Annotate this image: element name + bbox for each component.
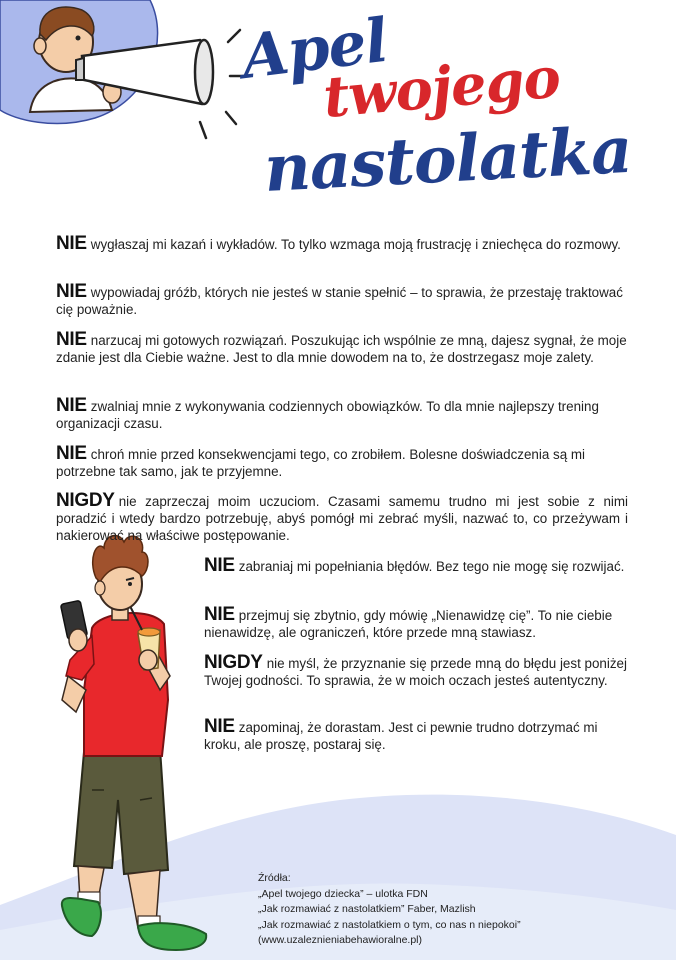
item-text: wypowiadaj gróźb, których nie jesteś w stanie spełnić – to sprawia, że przestaję traktować cię poważnie. — [56, 285, 623, 317]
item-keyword: NIE — [56, 281, 87, 302]
item-text: chroń mnie przed konsekwencjami tego, co zrobiłem. Bolesne doświadczenia są mi potrzebne tak samo, jak te przyjemne. — [56, 447, 585, 479]
sources-heading: Źródła: — [258, 872, 291, 884]
item-text: przejmuj się zbytnio, gdy mówię „Nienawidzę cię”. To nie ciebie nienawidzę, ale ograniczeń, które przede mną stawiasz. — [204, 608, 613, 640]
source-line: „Jak rozmawiać z nastolatkiem” Faber, Mazlish — [258, 903, 476, 915]
item-keyword: NIE — [204, 555, 235, 576]
item-text: wygłaszaj mi kazań i wykładów. To tylko wzmaga moją frustrację i zniechęca do rozmowy. — [90, 237, 621, 252]
item-text: zwalniaj mnie z wykonywania codziennych obowiązków. To dla mnie najlepszy trening organizacji czasu. — [56, 399, 599, 431]
item-keyword: NIGDY — [204, 652, 263, 673]
item-keyword: NIE — [56, 233, 87, 254]
source-line: „Jak rozmawiać z nastolatkiem o tym, co nas n niepokoi” — [258, 918, 521, 931]
title-line-2: twojego — [320, 44, 563, 131]
source-line: „Apel twojego dziecka” – ulotka FDN — [258, 887, 428, 900]
item-keyword: NIE — [56, 329, 87, 350]
title-line-3: nastolatka — [262, 112, 634, 207]
item-text: nie zaprzeczaj moim uczuciom. Czasami samemu trudno mi jest sobie z nimi poradzić i wtedy bardzo potrzebuję, abyś pomógł mi zebrać myśli, nazwać to, co przeżywam i nakierować na właściwe postępowanie. — [56, 494, 628, 543]
item-text: nie myśl, że przyznanie się przede mną do błędu jest poniżej Twojej godności. To sprawia, że w moich oczach jesteś autentyczny. — [204, 656, 627, 688]
list-item — [56, 397, 628, 432]
item-keyword: NIE — [204, 716, 235, 737]
list-item — [204, 654, 628, 689]
item-keyword: NIE — [204, 604, 235, 625]
list-item — [56, 331, 628, 366]
item-text: zabraniaj mi popełniania błędów. Bez tego nie mogę się rozwijać. — [238, 559, 625, 574]
title-line-1: Apel — [238, 5, 392, 93]
list-item — [204, 606, 628, 641]
megaphone-man-illustration — [0, 0, 246, 138]
source-line: (www.uzaleznieniabehawioralne.pl) — [258, 934, 423, 946]
item-keyword: NIE — [56, 443, 87, 464]
list-item — [204, 718, 628, 753]
list-item — [204, 557, 628, 575]
item-text: zapominaj, że dorastam. Jest ci pewnie trudno dotrzymać mi kroku, ale proszę, postaraj się. — [204, 720, 598, 752]
list-item — [56, 283, 628, 318]
list-item — [56, 445, 628, 480]
list-item — [56, 235, 628, 253]
sources-block — [258, 871, 521, 949]
item-keyword: NIGDY — [56, 490, 115, 511]
item-keyword: NIE — [56, 395, 87, 416]
item-text: narzucaj mi gotowych rozwiązań. Poszukując ich wspólnie ze mną, dajesz sygnał, że moje zdanie jest dla Ciebie ważne. Jest to dla mnie dowodem na to, że dostrzegasz moje zalety. — [56, 333, 627, 365]
list-item — [56, 492, 628, 544]
